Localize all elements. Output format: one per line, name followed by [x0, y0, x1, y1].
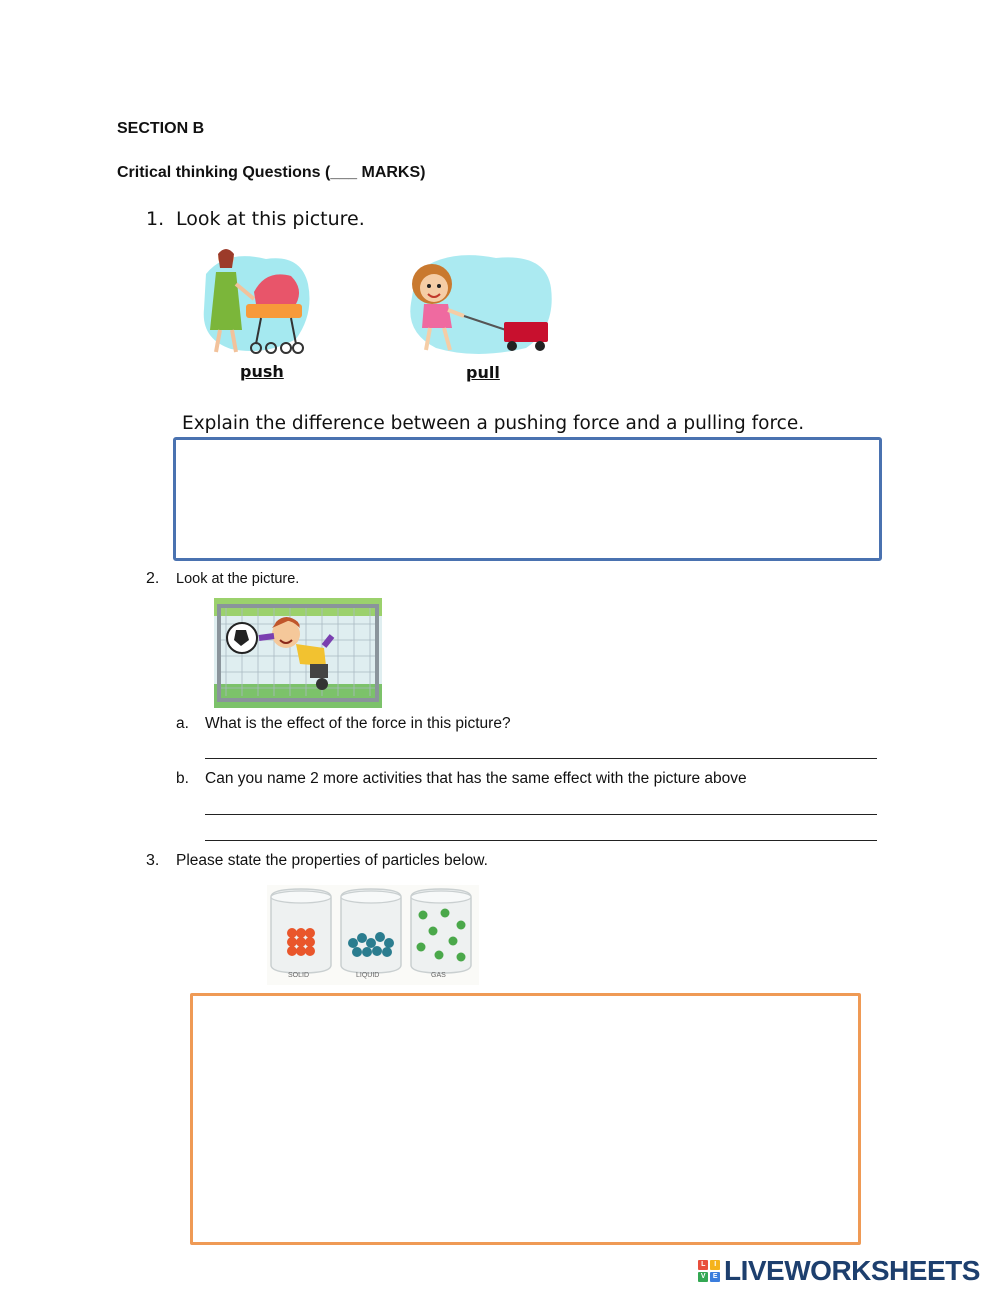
label-solid: SOLID: [288, 972, 310, 979]
answer-box-question-3[interactable]: [190, 993, 861, 1245]
question-2-number: 2.: [146, 570, 160, 587]
question-2a-text: What is the effect of the force in this picture?: [205, 715, 511, 732]
gas-jar: [411, 889, 471, 973]
logo-block-i: I: [710, 1260, 720, 1270]
answer-line-2a[interactable]: [205, 758, 877, 759]
label-gas: GAS: [431, 972, 446, 979]
pull-picture: [406, 248, 556, 360]
question-2b-letter: b.: [176, 770, 189, 787]
logo-text: LIVEWORKSHEETS: [724, 1255, 980, 1286]
label-liquid: LIQUID: [356, 972, 380, 979]
push-picture: [196, 244, 314, 360]
liveworksheets-logo: [698, 1255, 980, 1287]
logo-block-l: L: [698, 1260, 708, 1270]
question-2b-text: Can you name 2 more activities that has the same effect with the picture above: [205, 770, 747, 787]
question-3-number: 3.: [146, 852, 160, 869]
logo-block-v: V: [698, 1272, 708, 1282]
question-1-number: 1.: [146, 208, 165, 230]
answer-line-2b-1[interactable]: [205, 814, 877, 815]
goalkeeper-picture: [214, 598, 382, 708]
particles-picture: [267, 885, 479, 985]
question-2-text: Look at the picture.: [176, 571, 300, 587]
logo-blocks-icon: [698, 1260, 720, 1282]
solid-jar: [271, 889, 331, 973]
question-1-text: Look at this picture.: [176, 208, 365, 230]
logo-block-e: E: [710, 1272, 720, 1282]
pull-caption: pull: [466, 363, 500, 382]
answer-box-question-1[interactable]: [173, 437, 882, 561]
section-subtitle: Critical thinking Questions (___ MARKS): [117, 164, 426, 181]
question-2a-letter: a.: [176, 715, 189, 732]
answer-line-2b-2[interactable]: [205, 840, 877, 841]
question-3-text: Please state the properties of particles below.: [176, 852, 488, 869]
section-title: SECTION B: [117, 120, 205, 137]
liquid-jar: [341, 889, 401, 973]
question-1-explain: Explain the difference between a pushing force and a pulling force.: [182, 413, 805, 434]
push-caption: push: [240, 362, 284, 381]
